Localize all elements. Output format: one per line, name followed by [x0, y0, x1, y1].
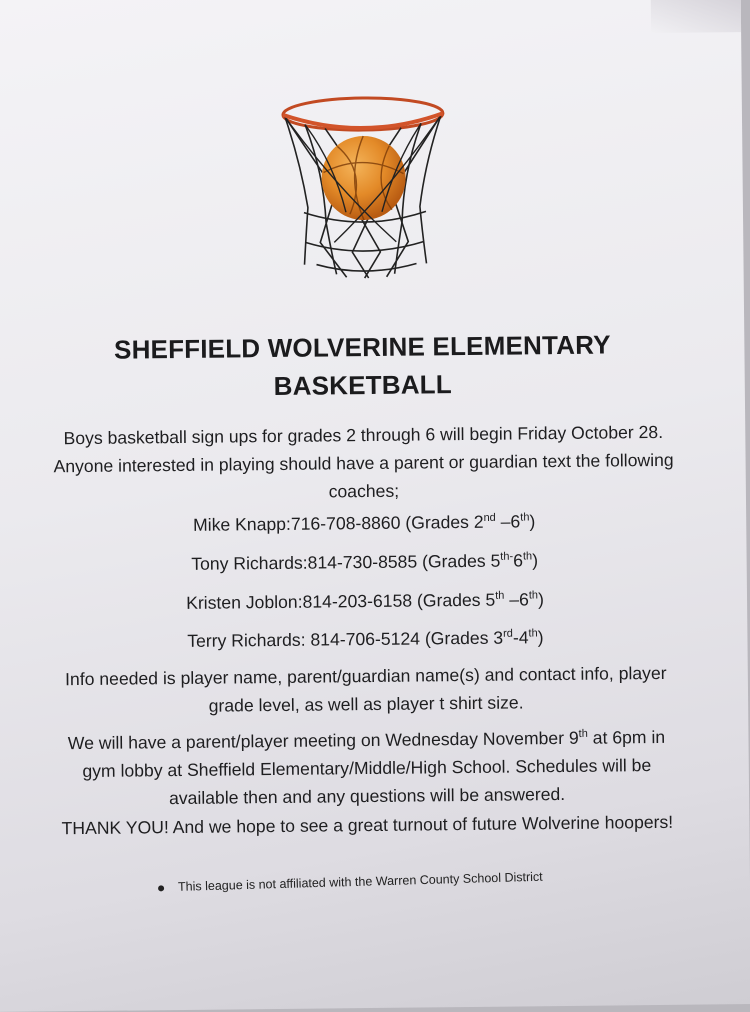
thanks-paragraph: THANK YOU! And we hope to see a great turnout of future Wolverine hoopers! [61, 811, 674, 839]
paper-shadow [651, 0, 741, 33]
coach-contact: Terry Richards: 814-706-5124 [187, 628, 421, 651]
coach-line: Tony Richards:814-730-8585 (Grades $5^{th-}6th$) [191, 550, 539, 574]
coach-line: Mike Knapp:716-708-8860 (Grades 2nd –6th) [192, 511, 536, 535]
bullet-icon [158, 885, 164, 891]
intro-paragraph: Boys basketball sign ups for grades 2 through 6 will begin Friday October 28. Anyone interested in playing should have a parent or guardian text the following coaches; [53, 421, 674, 502]
coach-line: Kristen Joblon:814-203-6158 (Grades 5th –6th) [186, 589, 545, 613]
coach-contact: Kristen Joblon:814-203-6158 [186, 590, 413, 613]
basketball-hoop-icon [275, 91, 452, 283]
coach-contact: Tony Richards:814-730-8585 [191, 551, 418, 574]
flyer-subtitle: BASKETBALL [273, 369, 453, 402]
coach-line: Terry Richards: 814-706-5124 (Grades 3rd-4th) [187, 627, 544, 651]
info-paragraph: Info needed is player name, parent/guardian name(s) and contact info, player grade level, as well as player t shirt size. [64, 662, 667, 716]
coach-contact: Mike Knapp:716-708-8860 [192, 512, 401, 535]
flyer-title: SHEFFIELD WOLVERINE ELEMENTARY [113, 329, 611, 365]
footnote: This league is not affiliated with the Warren County School District [158, 867, 638, 894]
meeting-paragraph: We will have a parent/player meeting on Wednesday November 9th at 6pm in gym lobby at Sheffield Elementary/Middle/High School. Schedules will be available then and any questions will be answered. [67, 726, 666, 809]
